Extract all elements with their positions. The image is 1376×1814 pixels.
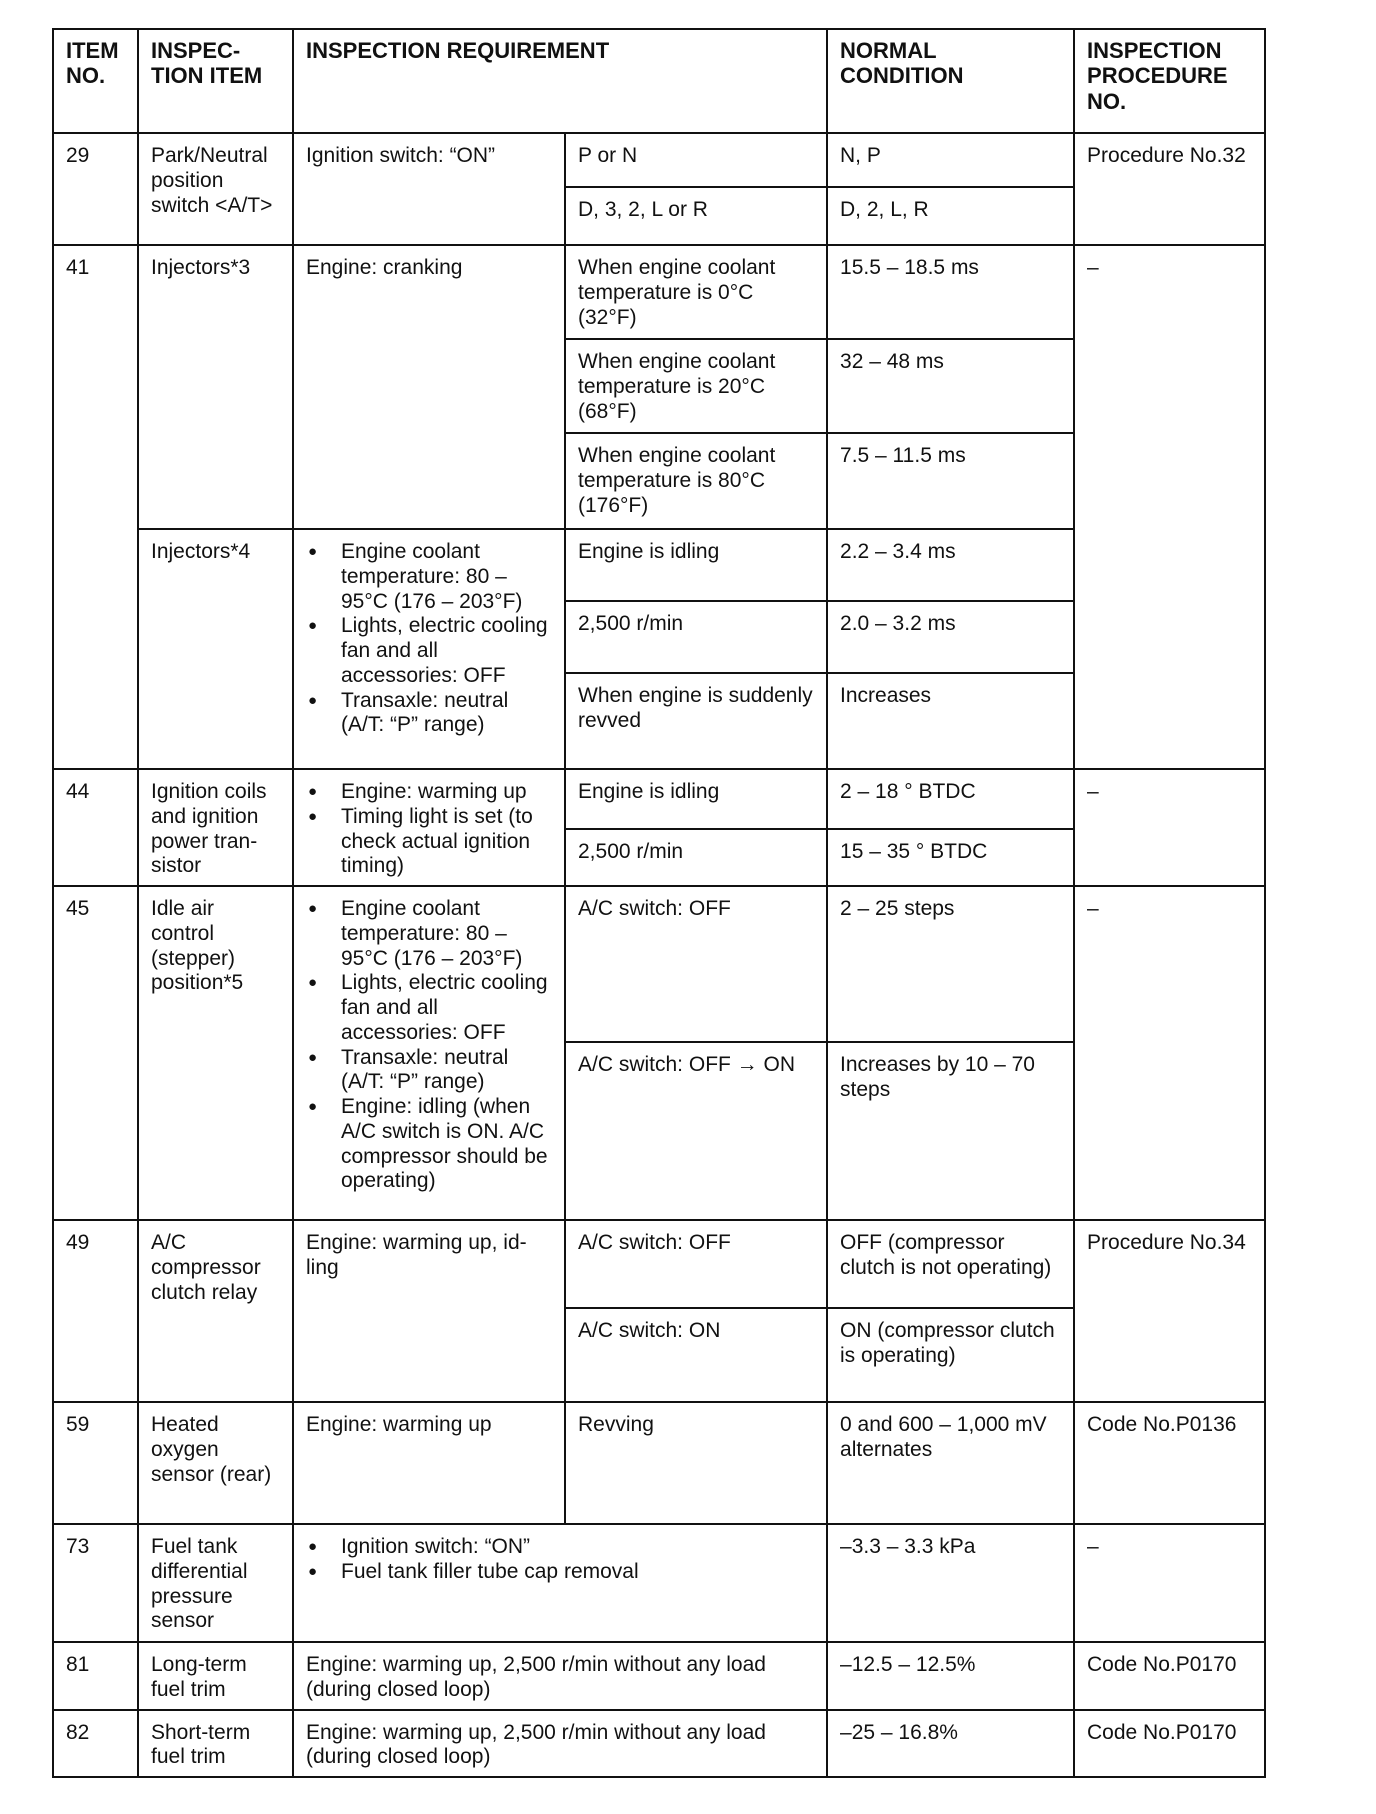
header-inspection-requirement: INSPECTION REQUIREMENT (293, 29, 827, 133)
requirement-bullet: ● Lights, electric cooling fan and all accessories: OFF (306, 971, 552, 1045)
condition: When engine coolant temperature is 20°C (68°F) (565, 339, 827, 433)
inspection-item: Ignition coils and ignition power tran-sistor (138, 769, 293, 886)
requirement-bullet: ● Engine: idling (when A/C switch is ON. A/C compressor should be operating) (306, 1095, 552, 1194)
table-row (53, 1524, 1265, 1642)
procedure-no: – (1074, 245, 1265, 769)
inspection-item: Injectors*4 (138, 529, 293, 769)
normal-condition: 2.0 – 3.2 ms (827, 601, 1074, 673)
inspection-table (52, 28, 1266, 1778)
inspection-item: A/C compressor clutch relay (138, 1220, 293, 1402)
procedure-no: Code No.P0136 (1074, 1402, 1265, 1524)
normal-condition: ON (compressor clutch is operating) (827, 1308, 1074, 1402)
item-no: 45 (53, 886, 138, 1220)
table-row (53, 1220, 1265, 1308)
requirement-bullet: ● Engine: warming up (306, 780, 552, 805)
requirement-bullet: ● Lights, electric cooling fan and all accessories: OFF (306, 614, 552, 688)
inspection-item: Park/Neutral position switch <A/T> (138, 133, 293, 245)
condition: Revving (565, 1402, 827, 1524)
header-item-no: ITEM NO. (53, 29, 138, 133)
normal-condition: 32 – 48 ms (827, 339, 1074, 433)
requirement-bullet: ● Ignition switch: “ON” (306, 1535, 814, 1560)
condition: D, 3, 2, L or R (565, 187, 827, 245)
condition: When engine coolant temperature is 0°C (32°F) (565, 245, 827, 339)
condition: A/C switch: OFF → ON (565, 1042, 827, 1220)
requirement-list (306, 780, 552, 879)
table-row (53, 1642, 1265, 1710)
table-row (53, 245, 1265, 339)
table-row (53, 769, 1265, 829)
requirement-bullet: ● Engine coolant temperature: 80 – 95°C (176 – 203°F) (306, 540, 552, 614)
procedure-no: – (1074, 1524, 1265, 1642)
header-procedure-no: INSPECTION PROCEDURE NO. (1074, 29, 1265, 133)
normal-condition: 15 – 35 ° BTDC (827, 829, 1074, 887)
item-no: 44 (53, 769, 138, 886)
normal-condition: N, P (827, 133, 1074, 187)
condition: When engine coolant temperature is 80°C (176°F) (565, 433, 827, 529)
normal-condition: OFF (compressor clutch is not operating) (827, 1220, 1074, 1308)
requirement-list (306, 1535, 814, 1585)
inspection-item: Idle air control (stepper) position*5 (138, 886, 293, 1220)
normal-condition: D, 2, L, R (827, 187, 1074, 245)
header-inspection-item: INSPEC-TION ITEM (138, 29, 293, 133)
requirement-bullet: ● Timing light is set (to check actual ignition timing) (306, 805, 552, 879)
requirement-bullet: ● Transaxle: neutral (A/T: “P” range) (306, 1046, 552, 1096)
normal-condition: 7.5 – 11.5 ms (827, 433, 1074, 529)
item-no: 41 (53, 245, 138, 769)
inspection-item: Fuel tank differential pressure sensor (138, 1524, 293, 1642)
item-no: 59 (53, 1402, 138, 1524)
inspection-requirement (293, 529, 565, 769)
table-row (53, 886, 1265, 1042)
condition: A/C switch: ON (565, 1308, 827, 1402)
table-header-row (53, 29, 1265, 133)
condition: Engine is idling (565, 769, 827, 829)
inspection-item: Heated oxygen sensor (rear) (138, 1402, 293, 1524)
inspection-item: Injectors*3 (138, 245, 293, 529)
inspection-requirement (293, 886, 565, 1220)
table-row (53, 1710, 1265, 1778)
normal-condition: –12.5 – 12.5% (827, 1642, 1074, 1710)
condition: 2,500 r/min (565, 601, 827, 673)
requirement-list (306, 540, 552, 738)
normal-condition: Increases by 10 – 70 steps (827, 1042, 1074, 1220)
condition: P or N (565, 133, 827, 187)
condition: 2,500 r/min (565, 829, 827, 887)
inspection-requirement (293, 1524, 827, 1642)
item-no: 81 (53, 1642, 138, 1710)
procedure-no: Code No.P0170 (1074, 1642, 1265, 1710)
inspection-requirement: Engine: warming up (293, 1402, 565, 1524)
inspection-requirement: Engine: warming up, 2,500 r/min without any load (during closed loop) (293, 1642, 827, 1710)
condition: Engine is idling (565, 529, 827, 601)
inspection-requirement (293, 769, 565, 886)
normal-condition: 2.2 – 3.4 ms (827, 529, 1074, 601)
procedure-no: Procedure No.32 (1074, 133, 1265, 245)
header-normal-condition: NORMAL CONDITION (827, 29, 1074, 133)
inspection-requirement: Engine: cranking (293, 245, 565, 529)
table-row (53, 133, 1265, 187)
requirement-bullet: ● Fuel tank filler tube cap removal (306, 1560, 814, 1585)
requirement-bullet: ● Transaxle: neutral (A/T: “P” range) (306, 689, 552, 739)
condition: A/C switch: OFF (565, 886, 827, 1042)
normal-condition: 2 – 25 steps (827, 886, 1074, 1042)
inspection-item: Short-term fuel trim (138, 1710, 293, 1778)
requirement-bullet: ● Engine coolant temperature: 80 – 95°C (176 – 203°F) (306, 897, 552, 971)
procedure-no: – (1074, 769, 1265, 886)
normal-condition: –25 – 16.8% (827, 1710, 1074, 1778)
inspection-item: Long-term fuel trim (138, 1642, 293, 1710)
normal-condition: 15.5 – 18.5 ms (827, 245, 1074, 339)
table-row (53, 1402, 1265, 1524)
item-no: 82 (53, 1710, 138, 1778)
requirement-list (306, 897, 552, 1194)
item-no: 73 (53, 1524, 138, 1642)
procedure-no: – (1074, 886, 1265, 1220)
item-no: 49 (53, 1220, 138, 1402)
condition: When engine is suddenly revved (565, 673, 827, 769)
inspection-requirement: Engine: warming up, id-ling (293, 1220, 565, 1402)
normal-condition: –3.3 – 3.3 kPa (827, 1524, 1074, 1642)
normal-condition: 0 and 600 – 1,000 mV alternates (827, 1402, 1074, 1524)
item-no: 29 (53, 133, 138, 245)
normal-condition: Increases (827, 673, 1074, 769)
procedure-no: Code No.P0170 (1074, 1710, 1265, 1778)
inspection-requirement: Engine: warming up, 2,500 r/min without any load (during closed loop) (293, 1710, 827, 1778)
procedure-no: Procedure No.34 (1074, 1220, 1265, 1402)
inspection-requirement: Ignition switch: “ON” (293, 133, 565, 245)
condition: A/C switch: OFF (565, 1220, 827, 1308)
normal-condition: 2 – 18 ° BTDC (827, 769, 1074, 829)
